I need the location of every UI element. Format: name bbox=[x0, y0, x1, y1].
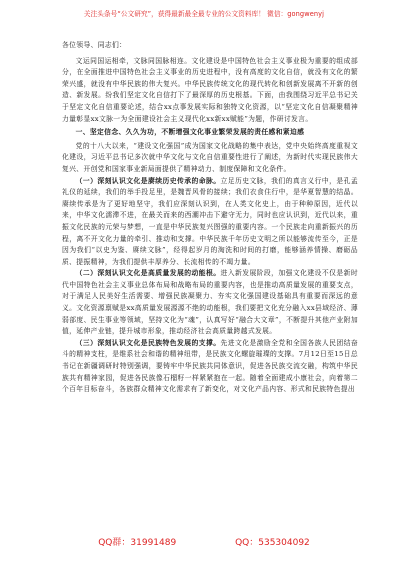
document-body bbox=[62, 40, 358, 518]
subsection-3-body: 先进文化是激励全党和全国各族人民团结奋斗的精神支柱，是维系社会和谐的精神纽带，是民族文化螺旋璀璨的支撑。7月12日至15日总书记在新疆调研时特别强调，要铸牢中华民族共同体意识，促进各民族交流交融，构筑中华民族共有精神家园，促进各民族像石榴籽一样紧紧抱在一起。随着全面建成小康社会，向着第二个百年目标奋斗，各族群众精神文化需求有了新变化，对文化产品内容、形式和民族特色提出 bbox=[62, 338, 358, 394]
subsection-1 bbox=[62, 176, 358, 269]
intro-paragraph: 文运同国运相牵，文脉同国脉相连。文化建设是中国特色社会主义事业极为重要的组成部分，在全面推进中国特色社会主义事业的历史进程中，没有高度的文化自信，就没有文化的繁荣兴盛，就没有中华民族的伟大复兴。中华民族传统文化的现代转化和创新发展离不开新的创造、新发展。纷我们坚定文化自信打下了最深厚的历史根基。下面，由我围绕习近平总书记关于坚定文化自信重要论述，结合xx点事发展实际和独特文化资源，以“坚定文化自信凝聚精神力量彰显xx文脉一为全面建设社会主义现代化xx新xx赋能”为题，作研讨发言。 bbox=[62, 56, 358, 123]
subsection-1-body: 立足历史文脉，我们的真言义行中，是孔孟礼仪的延续，我们的举手投足里，是魏晋风骨的接续；我们衣食住行中，是华夏智慧的结晶。赓续传承是为了更好地坚守，我们应深刻认识到，在人类文化史上，由于种种原因，近代以来，中华文化濡滞不进，在最关而来的西潮冲击下避守无力，同时也应认识到，近代以来，重振文化民族的元荣与梦想，一直是中华民族复兴图强的重要内容。一个民族走向重新振兴的历程，离不开文化力量的牵引、推动和支撑。中华民族千年历史文明之所以能够流传至今，正是因为我们“以史为鉴、赓续文脉”，经得起岁月的淘洗和时间的打磨，能够涵养情操、磨砺品质、提振精神，为我们提供丰厚养分、长流相传的不竭力量。 bbox=[62, 176, 358, 266]
paragraph-1: 党的十八大以来，“建设文化强国”成为国家文化战略的集中表达，党中央始终高度重视文化建设，习近平总书记多次就中华文化与文化自信重要性进行了阐述，为新时代实现民族伟大复兴、开创党和国家事业新局面提供了精神动力、制度保障和文化条件。 bbox=[62, 141, 358, 173]
footer-qq: QQ：535304092 bbox=[235, 538, 310, 548]
subsection-3-title: （三）深刻认识文化是民族特色发展的支撑。 bbox=[75, 338, 221, 347]
section-heading-1: 一、坚定信念、久久为功，不断增强文化事业繁荣发展的责任感和紧迫感 bbox=[75, 128, 305, 137]
subsection-3 bbox=[62, 338, 358, 396]
subsection-2-title: （二）深刻认识文化是高质量发展的动能根。 bbox=[75, 269, 221, 278]
salutation: 各位领导、同志们： bbox=[62, 41, 127, 49]
subsection-2 bbox=[62, 268, 358, 338]
subsection-1-title: （一）深刻认识文化是赓续历史传承的命脉。 bbox=[75, 176, 221, 185]
subsection-2-body: 进入新发展阶段，加强文化建设不仅是新时代中国特色社会主义事业总体布局和战略布局的重要内容，也是推动高质量发展的重要支点，对于满足人民美好生活需要、增强民族凝聚力、夯实文化强国建设基础具有重要而深远的意义。文化资源禀赋是xx高质量发展源源不绝的动能根，我们要把文化充分融入xx县域经济、薄弱部度、民生事业等领域，坚持文化为“魂”，认真写好“融合大文章”，不断提升其他产业附加值，延伸产业链，提升城市形象，推动经济社会高质量跨越式发展。 bbox=[62, 269, 358, 336]
footer-qq-group: QQ群：31991489 bbox=[98, 538, 177, 548]
footer-contact bbox=[0, 535, 408, 548]
header-banner: 关注头条号“公文研究”，获得最新最全最专业的公文资料库！ 微信：gongwenyj bbox=[83, 10, 325, 18]
